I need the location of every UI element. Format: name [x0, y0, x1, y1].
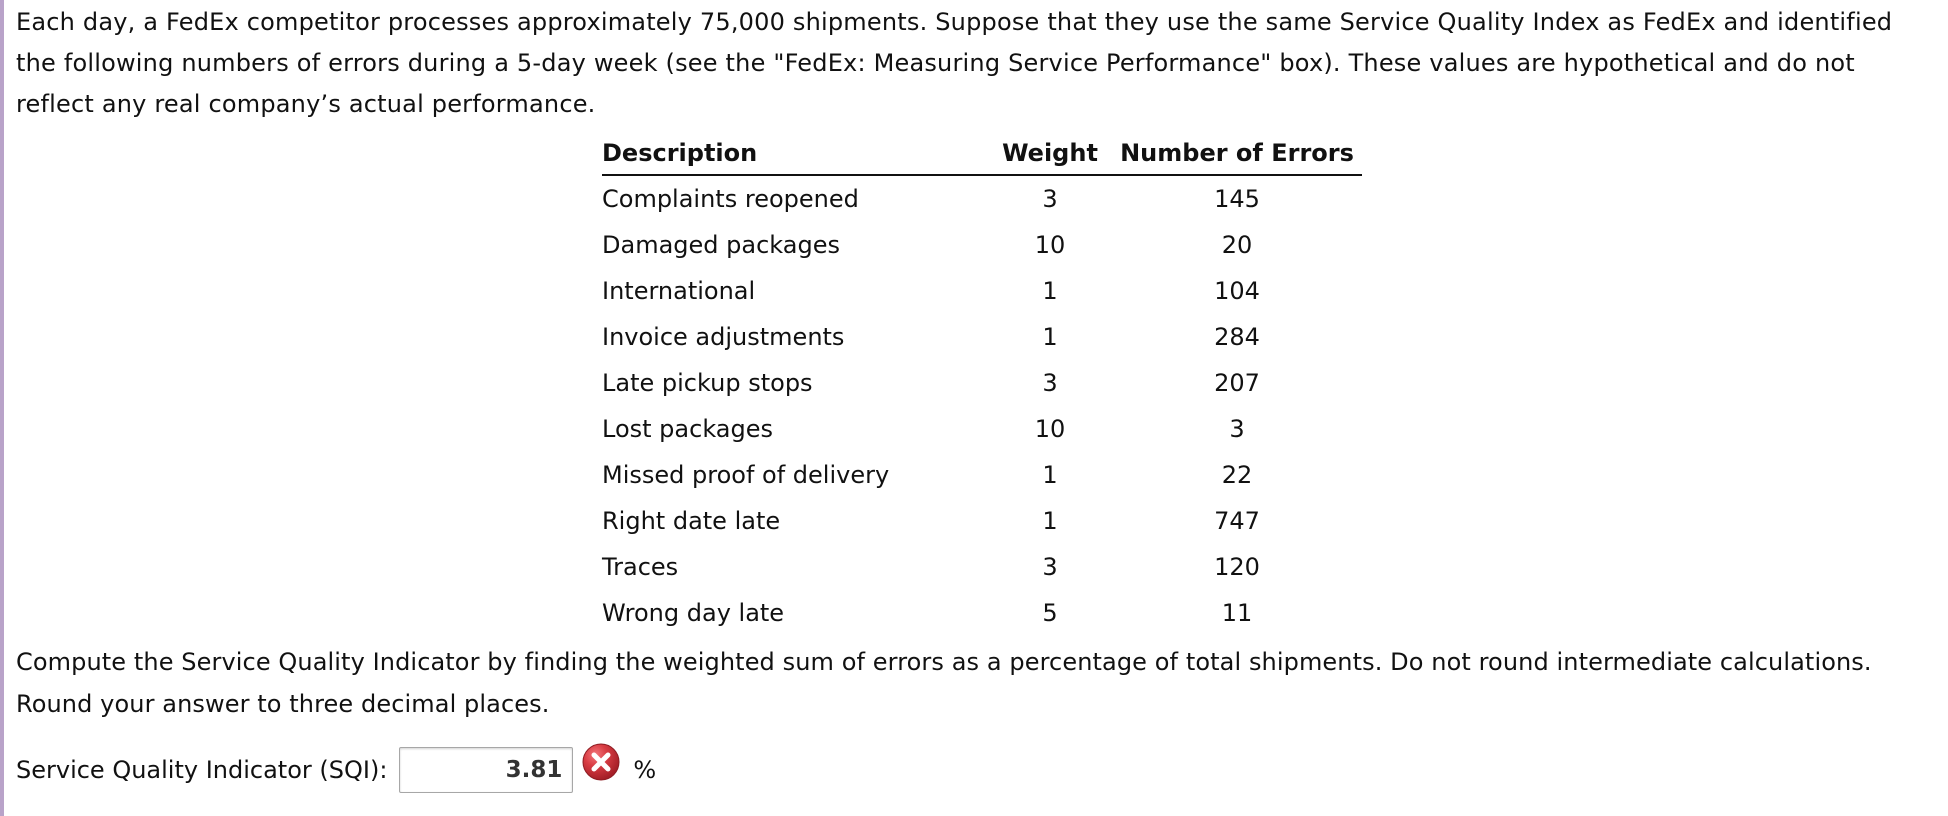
error-weight-table — [602, 133, 1362, 636]
table-row — [602, 360, 1362, 406]
table-row — [602, 268, 1362, 314]
table-row — [602, 175, 1362, 222]
question-content — [16, 0, 1936, 784]
table-row — [602, 544, 1362, 590]
weight-column-header: Weight — [988, 133, 1112, 175]
row-errors: 11 — [1221, 599, 1253, 627]
row-weight: 10 — [1034, 415, 1066, 443]
row-weight: 10 — [1034, 231, 1066, 259]
row-description: Traces — [602, 553, 679, 581]
table-row — [602, 498, 1362, 544]
row-description: Invoice adjustments — [602, 323, 845, 351]
row-description: Late pickup stops — [602, 369, 813, 397]
row-errors: 284 — [1214, 323, 1260, 351]
row-description: Wrong day late — [602, 599, 785, 627]
description-column-header: Description — [602, 133, 988, 175]
row-errors: 145 — [1214, 185, 1260, 213]
incorrect-x-icon — [581, 742, 621, 782]
row-description: Damaged packages — [602, 231, 840, 259]
row-description: Missed proof of delivery — [602, 461, 890, 489]
table-row — [602, 222, 1362, 268]
row-weight: 1 — [1042, 323, 1058, 351]
table-row — [602, 590, 1362, 636]
error-weight-table-container — [602, 133, 1380, 636]
row-description: Lost packages — [602, 415, 773, 443]
row-weight: 3 — [1042, 369, 1058, 397]
row-errors: 20 — [1221, 231, 1253, 259]
row-errors: 104 — [1214, 277, 1260, 305]
row-weight: 5 — [1042, 599, 1058, 627]
row-errors: 22 — [1221, 461, 1253, 489]
row-errors: 3 — [1229, 415, 1245, 443]
row-weight: 1 — [1042, 507, 1058, 535]
sqi-answer-input[interactable] — [399, 747, 573, 793]
row-weight: 3 — [1042, 185, 1058, 213]
row-weight: 1 — [1042, 277, 1058, 305]
row-errors: 120 — [1214, 553, 1260, 581]
errors-column-header: Number of Errors — [1112, 133, 1362, 175]
table-row — [602, 406, 1362, 452]
sqi-answer-row — [16, 744, 656, 796]
question-instructions: Compute the Service Quality Indicator by finding the weighted sum of errors as a percentage of total shipments. Do not round intermediate calculations. Round your answer to three decimal places. — [16, 648, 1872, 718]
row-errors: 747 — [1214, 507, 1260, 535]
sqi-answer-label: Service Quality Indicator (SQI): — [16, 756, 388, 784]
row-description: International — [602, 277, 756, 305]
row-weight: 1 — [1042, 461, 1058, 489]
left-border-rule — [0, 0, 4, 816]
row-description: Right date late — [602, 507, 781, 535]
table-row — [602, 314, 1362, 360]
table-row — [602, 452, 1362, 498]
intro-paragraph: Each day, a FedEx competitor processes approximately 75,000 shipments. Suppose that they use the same Service Quality Index as FedEx and identified the following numbers of errors during a 5-day week (see the "FedEx: Measuring Service Performance" box). These values are hypothetical and do not reflect any real company’s actual performance. — [16, 8, 1893, 118]
table-header-row — [602, 133, 1362, 175]
row-errors: 207 — [1214, 369, 1260, 397]
percent-unit: % — [633, 756, 657, 784]
row-description: Complaints reopened — [602, 185, 859, 213]
row-weight: 3 — [1042, 553, 1058, 581]
